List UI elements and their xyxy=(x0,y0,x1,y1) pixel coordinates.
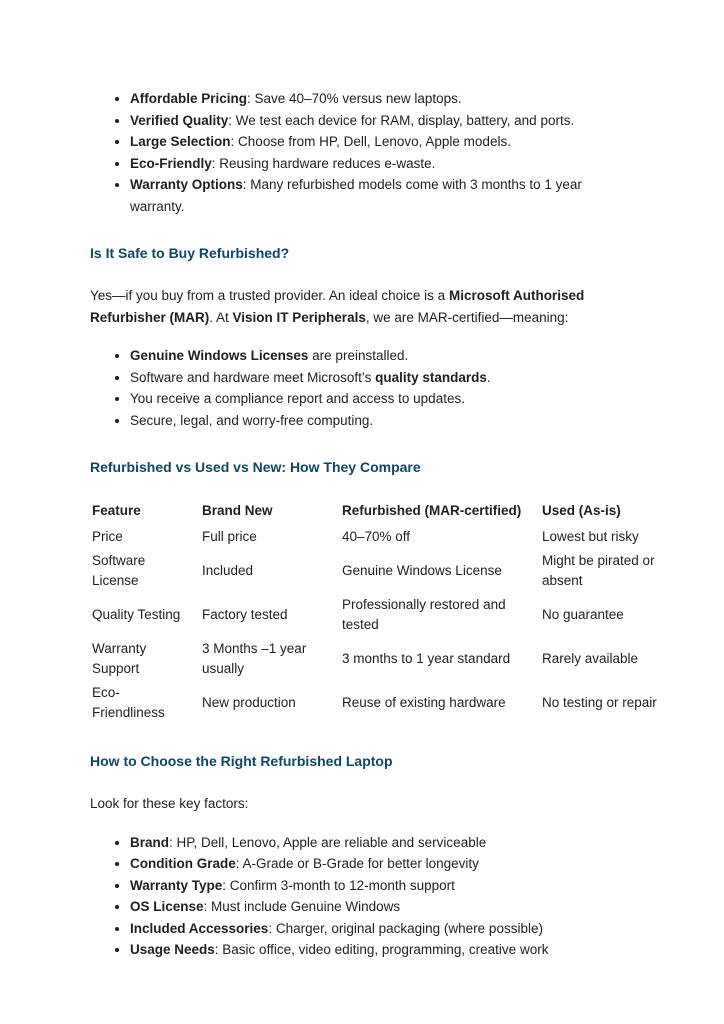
table-cell: Eco-Friendliness xyxy=(92,685,165,720)
bullet-pre-text: You receive a compliance report and access to updates. xyxy=(130,391,465,406)
list-item xyxy=(130,388,634,410)
table-cell: No guarantee xyxy=(542,607,624,622)
table-row xyxy=(90,549,678,593)
table-row xyxy=(90,681,678,725)
list-item xyxy=(130,153,634,175)
intro-bullet-list xyxy=(90,88,634,217)
bullet-bold-text: Warranty Options xyxy=(130,177,243,192)
bullet-text: : Basic office, video editing, programming, creative work xyxy=(214,942,549,957)
bullet-bold-text: Large Selection xyxy=(130,134,231,149)
list-item xyxy=(130,88,634,110)
bullet-text: : HP, Dell, Lenovo, Apple are reliable and serviceable xyxy=(169,834,487,850)
bullet-text: : We test each device for RAM, display, battery, and ports. xyxy=(228,112,575,128)
list-item xyxy=(130,367,634,389)
choose-intro-paragraph: Look for these key factors: xyxy=(90,796,249,811)
table-cell: 3 Months –1 year usually xyxy=(202,641,307,676)
bullet-bold-text: Brand xyxy=(130,834,170,850)
list-item xyxy=(130,875,634,897)
table-cell: No testing or repair xyxy=(542,695,657,710)
paragraph-text: Yes—if you buy from a trusted provider. An ideal choice is a xyxy=(90,288,449,303)
list-item xyxy=(130,110,634,132)
bullet-bold-text: Eco-Friendly xyxy=(130,155,212,171)
table-row xyxy=(90,637,678,681)
list-item xyxy=(130,853,634,875)
paragraph-bold-text: Microsoft Authorised Refurbisher (MAR) xyxy=(90,288,585,325)
list-item xyxy=(130,832,634,854)
paragraph-text: , we are MAR-certified—meaning: xyxy=(365,309,569,325)
bullet-text: : Charger, original packaging (where possible) xyxy=(268,920,543,936)
table-header-row xyxy=(90,499,678,525)
table-cell: Lowest but risky xyxy=(542,529,639,544)
bullet-bold-text: Included Accessories xyxy=(130,920,269,936)
bullet-text: : Many refurbished models come with 3 months to 1 year warranty. xyxy=(130,177,582,214)
list-item xyxy=(130,345,634,367)
table-cell: Quality Testing xyxy=(92,607,181,622)
table-cell: Factory tested xyxy=(202,607,288,622)
bullet-bold-text: Genuine Windows Licenses xyxy=(130,348,309,363)
bullet-bold-text: Affordable Pricing xyxy=(130,91,248,106)
table-cell: Might be pirated or absent xyxy=(542,553,655,588)
bullet-text: : Reusing hardware reduces e-waste. xyxy=(211,155,436,171)
table-header-cell: Used (As-is) xyxy=(542,503,621,518)
safe-bullet-list xyxy=(90,345,634,431)
bullet-text: are preinstalled. xyxy=(308,348,409,363)
section-heading-safe: Is It Safe to Buy Refurbished? xyxy=(90,245,290,261)
list-item xyxy=(130,896,634,918)
table-header-cell: Feature xyxy=(92,503,141,518)
bullet-text: : A-Grade or B-Grade for better longevity xyxy=(235,856,479,871)
table-cell: 40–70% off xyxy=(342,529,411,544)
table-header-cell: Brand New xyxy=(202,503,273,518)
bullet-text: : Save 40–70% versus new laptops. xyxy=(247,91,462,106)
table-cell: Software License xyxy=(92,553,146,588)
table-cell: Genuine Windows License xyxy=(342,563,502,578)
bullet-text: : Choose from HP, Dell, Lenovo, Apple models. xyxy=(230,134,511,149)
list-item xyxy=(130,939,634,961)
table-row xyxy=(90,593,678,637)
bullet-text: : Confirm 3-month to 12-month support xyxy=(222,877,455,893)
table-cell: Price xyxy=(92,529,123,544)
list-item xyxy=(130,174,634,217)
bullet-bold-text: Condition Grade xyxy=(130,856,236,871)
paragraph-text: . At xyxy=(209,309,233,325)
bullet-bold-text: Usage Needs xyxy=(130,942,215,957)
table-row xyxy=(90,525,678,549)
bullet-pre-text: Software and hardware meet Microsoft’s xyxy=(130,369,376,385)
safe-intro-paragraph xyxy=(90,285,634,328)
list-item xyxy=(130,918,634,940)
table-cell: Warranty Support xyxy=(92,641,147,676)
table-cell: 3 months to 1 year standard xyxy=(342,651,511,666)
bullet-bold-text: Warranty Type xyxy=(130,877,223,893)
list-item xyxy=(130,410,634,432)
table-cell: Reuse of existing hardware xyxy=(342,695,506,710)
table-cell: New production xyxy=(202,695,296,710)
bullet-text: . xyxy=(486,369,491,385)
bullet-pre-text: Secure, legal, and worry-free computing. xyxy=(130,412,374,428)
table-header-cell: Refurbished (MAR-certified) xyxy=(342,503,522,518)
bullet-bold-text: Verified Quality xyxy=(130,112,229,128)
table-cell: Rarely available xyxy=(542,651,639,666)
paragraph-bold-text: Vision IT Peripherals xyxy=(232,309,366,325)
comparison-table xyxy=(90,499,678,725)
bullet-text: : Must include Genuine Windows xyxy=(203,899,401,914)
section-heading-choose: How to Choose the Right Refurbished Laptop xyxy=(90,753,393,769)
bullet-bold-text: OS License xyxy=(130,899,204,914)
table-cell: Professionally restored and tested xyxy=(342,597,506,632)
bullet-bold-text: quality standards xyxy=(375,369,487,385)
table-cell: Full price xyxy=(202,529,257,544)
list-item xyxy=(130,131,634,153)
table-cell: Included xyxy=(202,563,254,578)
choose-bullet-list xyxy=(90,832,634,961)
section-heading-compare: Refurbished vs Used vs New: How They Compare xyxy=(90,459,421,475)
